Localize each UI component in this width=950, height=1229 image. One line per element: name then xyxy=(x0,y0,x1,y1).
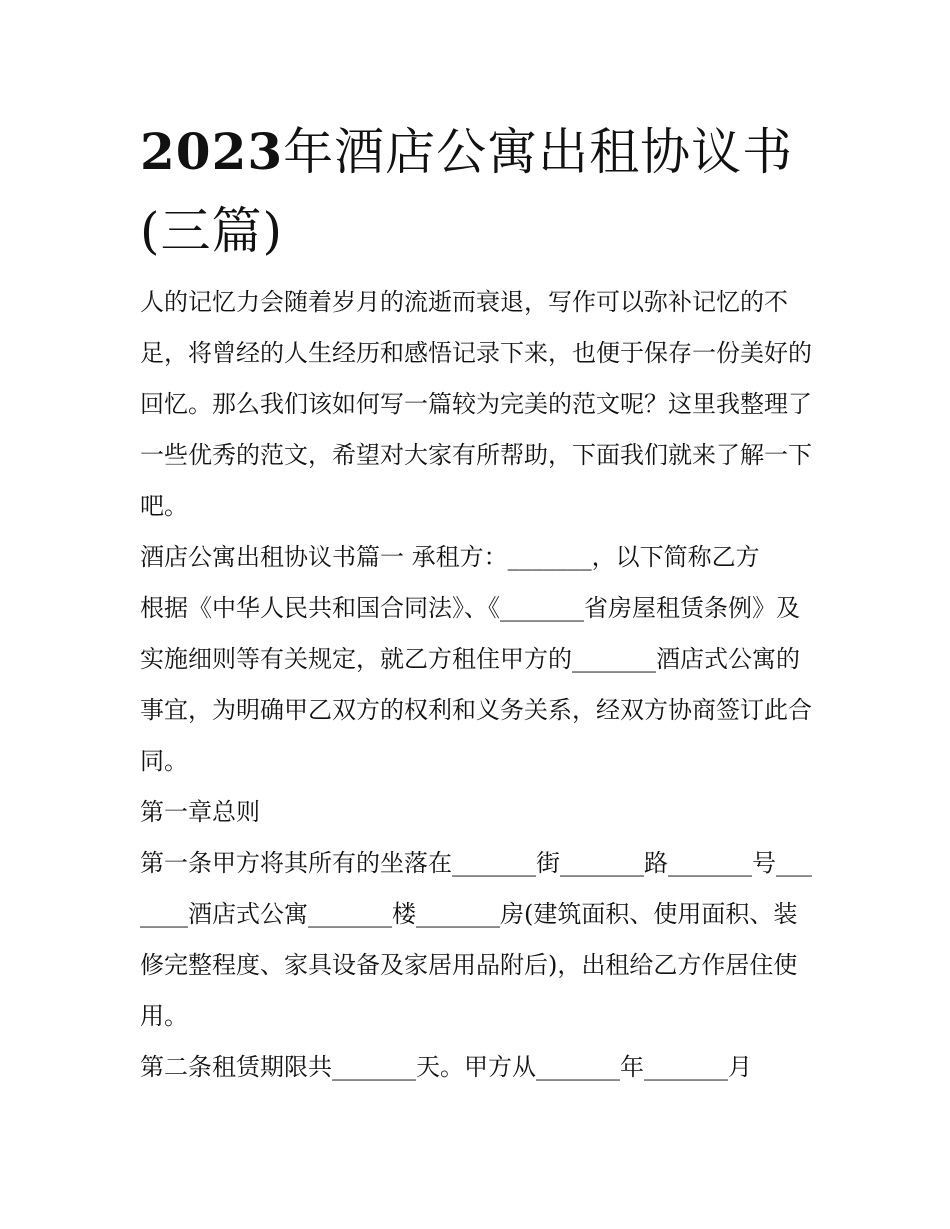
document-title xyxy=(140,112,840,271)
document-body xyxy=(140,277,812,1093)
title-year: 2023 xyxy=(140,122,284,181)
intro-paragraph: 人的记忆力会随着岁月的流逝而衰退，写作可以弥补记忆的不足，将曾经的人生经历和感悟记录下来，也便于保存一份美好的回忆。那么我们该如何写一篇较为完美的范文呢？这里我整理了一些优秀的范文，希望对大家有所帮助，下面我们就来了解一下吧。 xyxy=(140,288,812,520)
basis-paragraph: 根据《中华人民共和国合同法》、《_______省房屋租赁条例》及实施细则等有关规定，就乙方租住甲方的_______酒店式公寓的事宜，为明确甲乙双方的权利和义务关系，经双方协商签订此合同。 xyxy=(140,594,812,775)
chapter-heading: 第一章总则 xyxy=(140,798,260,826)
article-one-paragraph: 第一条甲方将其所有的坐落在_______街_______路_______号_______酒店式公寓_______楼_______房(建筑面积、使用面积、装修完整程度、家具设备及家居用品附后)，出租给乙方作居住使用。 xyxy=(140,849,812,1030)
title-text: 年酒店公寓出租协议书(三篇) xyxy=(140,123,794,260)
lessee-paragraph: 酒店公寓出租协议书篇一 承租方：_______，以下简称乙方 xyxy=(140,543,760,571)
article-two-paragraph: 第二条租赁期限共_______天。甲方从_______年_______月 xyxy=(140,1053,752,1081)
